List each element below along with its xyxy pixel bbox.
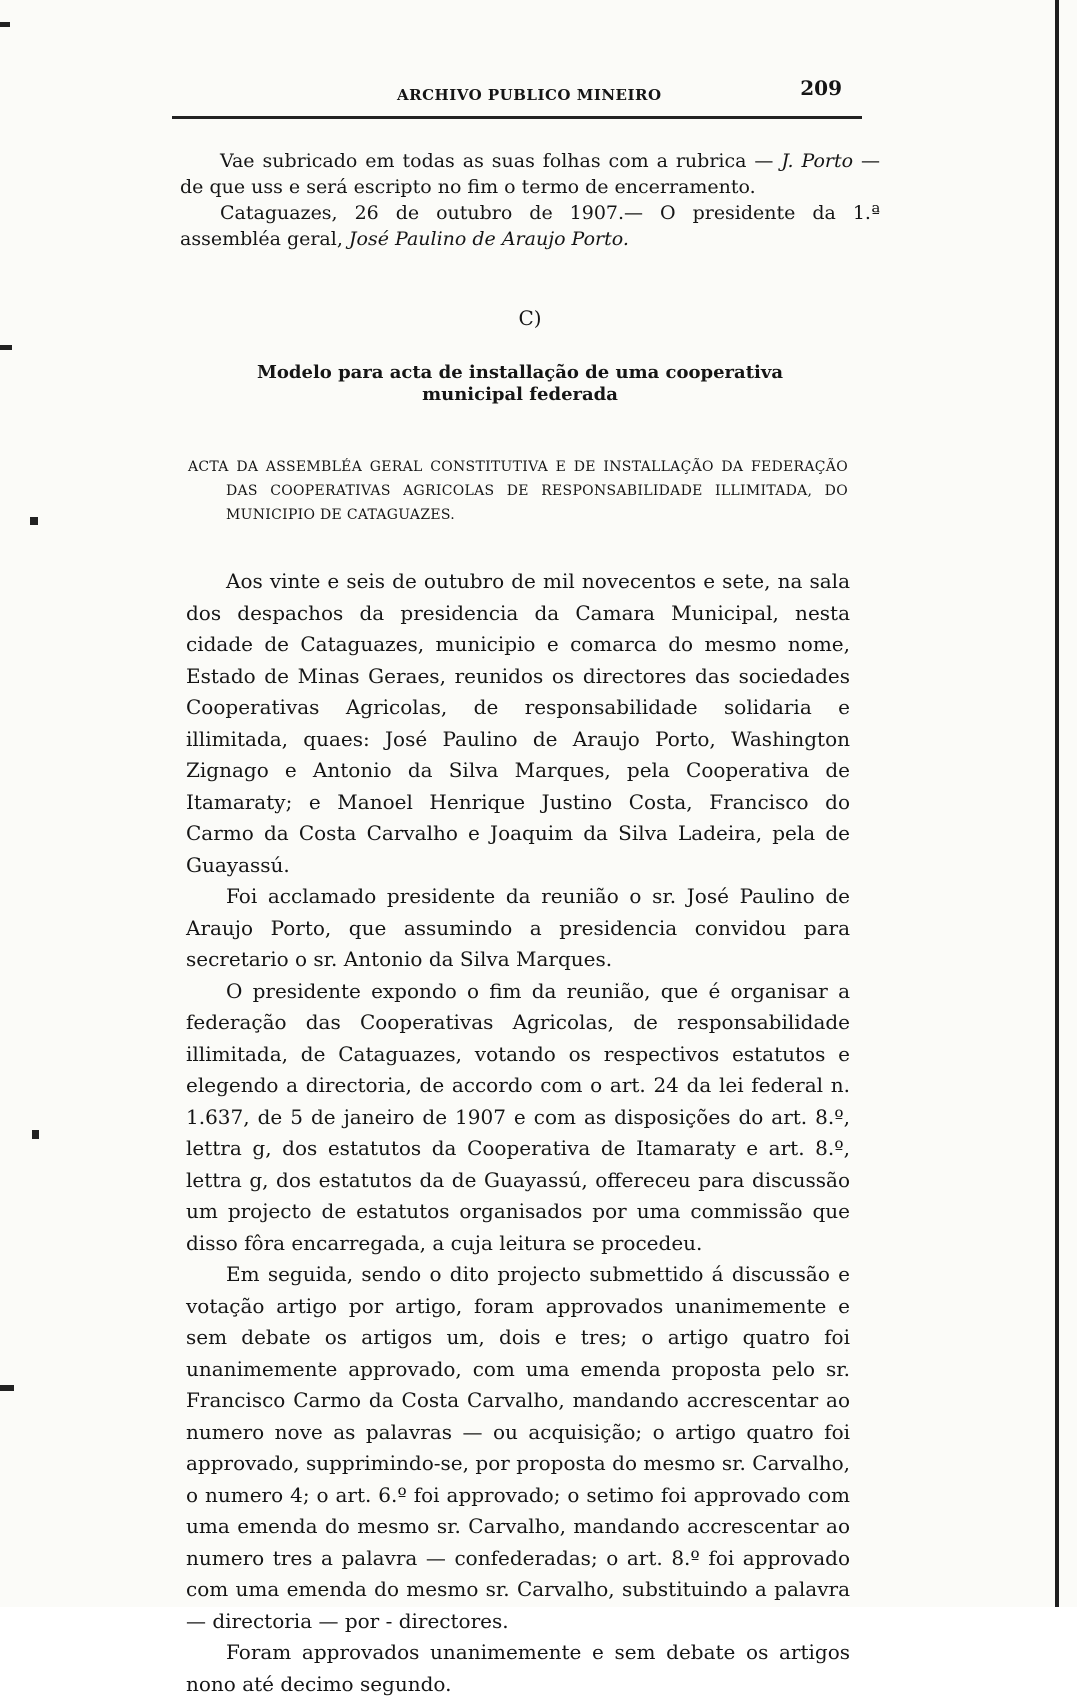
section-block (180, 306, 880, 330)
paragraph: Em seguida, sendo o dito projecto submettido á discussão e votação artigo por artigo, foram approvados unanimemente e sem debate os artigos um, dois e tres; o artigo quatro foi unanimemente approvado, com uma emenda proposta pelo sr. Francisco Carmo da Costa Carvalho, mandando accrescentar ao numero nove as palavras — ou acquisição; o artigo quatro foi approvado, supprimindo-se, por proposta do mesmo sr. Carvalho, o numero 4; o art. 6.º foi approvado; o setimo foi approvado com uma emenda do mesmo sr. Carvalho, mandando accrescentar ao numero tres a palavra — confederadas; o art. 8.º foi approvado com uma emenda do mesmo sr. Carvalho, substituindo a palavra — directoria — por - directores. (186, 1262, 850, 1633)
paragraph: Foram approvados unanimemente e sem debate os artigos nono até decimo segundo. (186, 1640, 850, 1696)
signature-name: José Paulino de Araujo Porto. (348, 228, 629, 250)
opening-paragraph-2 (180, 200, 880, 252)
model-title-block (210, 362, 830, 406)
scan-speck (0, 22, 10, 27)
model-title: Modelo para acta de installação de uma cooperativa municipal federada (257, 362, 783, 405)
opening-text: Vae subricado em todas as suas folhas com a rubrica — (220, 150, 782, 172)
minutes-body (186, 566, 850, 1700)
page-edge-shadow (1055, 0, 1059, 1607)
running-title: ARCHIVO PUBLICO MINEIRO (397, 86, 662, 104)
opening-paragraph-1 (180, 148, 880, 200)
paragraph: Aos vinte e seis de outubro de mil novecentos e sete, na sala dos despachos da presidencia da Camara Municipal, nesta cidade de Cataguazes, municipio e comarca do mesmo nome, Estado de Minas Geraes, reunidos os directores das sociedades Cooperativas Agricolas, de responsabilidade solidaria e illimitada, quaes: José Paulino de Araujo Porto, Washington Zignago e Antonio da Silva Marques, pela Cooperativa de Itamaraty; e Manoel Henrique Justino Costa, Francisco do Carmo da Costa Carvalho e Joaquim da Silva Ladeira, pela de Guayassú. (186, 569, 850, 877)
scan-speck (30, 517, 38, 525)
opening-text-end: — de que uss e será escripto no fim o termo de encerramento. (180, 150, 880, 198)
acta-heading-block (188, 455, 848, 527)
scan-speck (32, 1130, 39, 1139)
acta-heading: ACTA DA ASSEMBLÉA GERAL CONSTITUTIVA E DE INSTALLAÇÃO DA FEDERAÇÃO DAS COOPERATIVAS AGRICOLAS DE RESPONSABILIDADE ILLIMITADA, DO MUNICIPIO DE CATAGUAZES. (188, 459, 848, 523)
scan-speck (0, 345, 12, 350)
signature-line: Cataguazes, 26 de outubro de 1907.— O presidente da 1.ª assembléa geral, (180, 202, 880, 250)
page-header (172, 76, 862, 116)
page-number: 209 (800, 76, 842, 100)
section-letter: C) (518, 306, 542, 330)
header-rule (172, 116, 862, 119)
paragraph: Foi acclamado presidente da reunião o sr. José Paulino de Araujo Porto, que assumindo a presidencia convidou para secretario o sr. Antonio da Silva Marques. (186, 884, 850, 971)
opening-block (180, 148, 880, 252)
paragraph: O presidente expondo o fim da reunião, que é organisar a federação das Cooperativas Agricolas, de responsabilidade illimitada, de Cataguazes, votando os respectivos estatutos e elegendo a directoria, de accordo com o art. 24 da lei federal n. 1.637, de 5 de janeiro de 1907 e com as disposições do art. 8.º, lettra g, dos estatutos da Cooperativa de Itamaraty e art. 8.º, lettra g, dos estatutos da de Guayassú, offereceu para discussão um projecto de estatutos organisados por uma commissão que disso fôra encarregada, a cuja leitura se procedeu. (186, 978, 850, 1255)
scan-speck (0, 1385, 14, 1391)
opening-italic: J. Porto (781, 150, 854, 172)
